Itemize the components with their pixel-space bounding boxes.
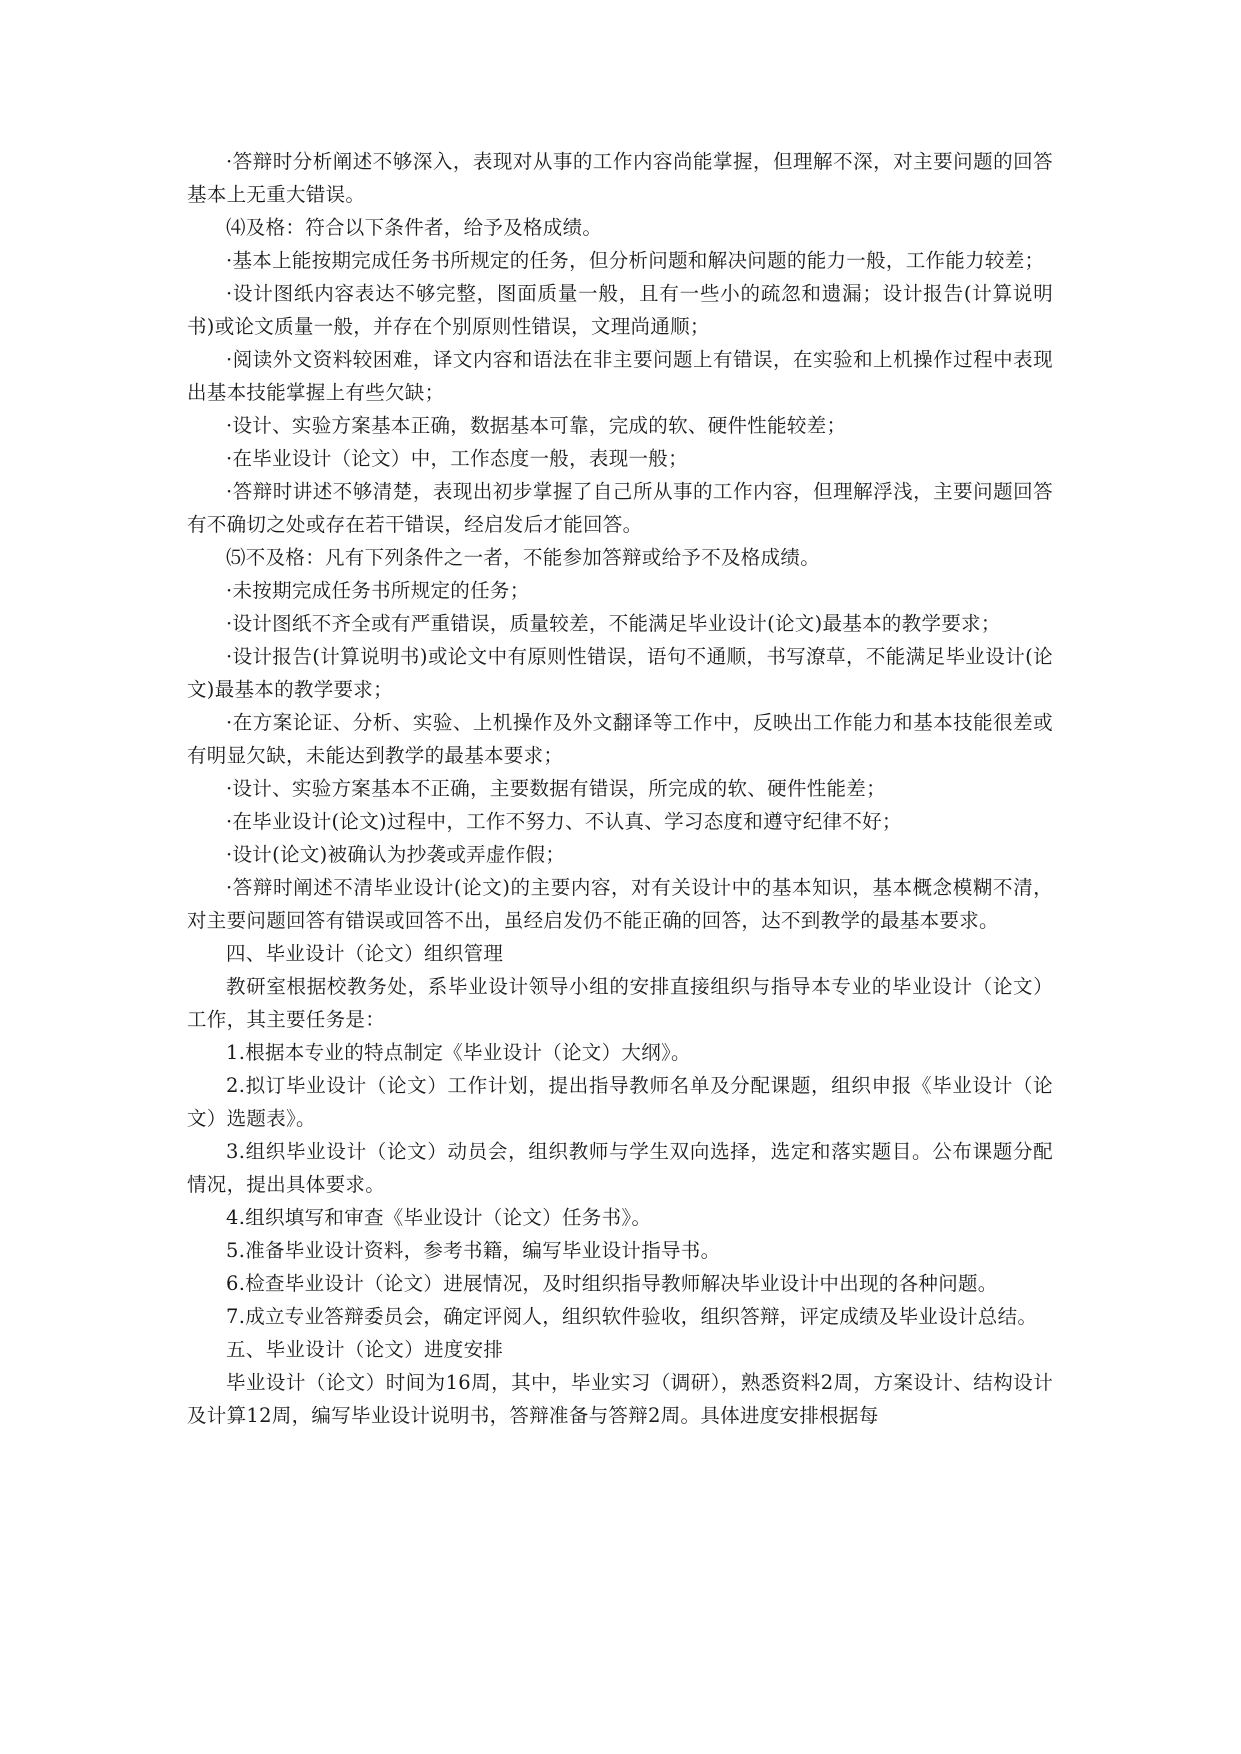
paragraph-fail-grade-heading: ⑸不及格：凡有下列条件之一者，不能参加答辩或给予不及格成绩。 (226, 546, 821, 569)
paragraph-pass-attitude: ·在毕业设计（论文）中，工作态度一般，表现一般； (226, 447, 688, 470)
list-item-task-6: 6.检查毕业设计（论文）进展情况，及时组织指导教师解决毕业设计中出现的各种问题。 (226, 1272, 998, 1295)
paragraph-pass-grade-heading: ⑷及格：符合以下条件者，给予及格成绩。 (226, 216, 603, 239)
section-heading-organization: 四、毕业设计（论文）组织管理 (226, 942, 504, 965)
paragraph-pass-task-completion: ·基本上能按期完成任务书所规定的任务，但分析问题和解决问题的能力一般，工作能力较差； (226, 249, 1045, 272)
paragraph-fail-plagiarism: ·设计(论文)被确认为抄袭或弄虚作假； (226, 843, 566, 866)
paragraph-fail-attitude: ·在毕业设计(论文)过程中，工作不努力、不认真、学习态度和遵守纪律不好； (226, 810, 902, 833)
list-item-task-5: 5.准备毕业设计资料，参考书籍，编写毕业设计指导书。 (226, 1239, 721, 1262)
paragraph-fail-experiment-plan: ·设计、实验方案基本不正确，主要数据有错误，所完成的软、硬件性能差； (226, 777, 886, 800)
paragraph-defense-analysis: ·答辩时分析阐述不够深入，表现对从事的工作内容尚能掌握，但理解不深，对主要问题的回答基本上无重大错误。 (187, 150, 1053, 206)
paragraph-schedule: 毕业设计（论文）时间为16周，其中，毕业实习（调研），熟悉资料2周，方案设计、结构设计及计算12周，编写毕业设计说明书，答辩准备与答辩2周。具体进度安排根据每 (187, 1371, 1053, 1427)
paragraph-pass-foreign-reading: ·阅读外文资料较困难，译文内容和语法在非主要问题上有错误，在实验和上机操作过程中表现出基本技能掌握上有些欠缺； (187, 348, 1053, 404)
paragraph-fail-report: ·设计报告(计算说明书)或论文中有原则性错误，语句不通顺，书写潦草，不能满足毕业设计(论文)最基本的教学要求； (187, 645, 1053, 701)
paragraph-pass-drawings: ·设计图纸内容表达不够完整，图面质量一般，且有一些小的疏忽和遗漏；设计报告(计算说明书)或论文质量一般，并存在个别原则性错误，文理尚通顺； (187, 282, 1053, 338)
list-item-task-2: 2.拟订毕业设计（论文）工作计划，提出指导教师名单及分配课题，组织申报《毕业设计（论文）选题表》。 (187, 1074, 1053, 1130)
paragraph-fail-drawings: ·设计图纸不齐全或有严重错误，质量较差，不能满足毕业设计(论文)最基本的教学要求； (226, 612, 1001, 635)
paragraph-fail-defense: ·答辩时阐述不清毕业设计(论文)的主要内容，对有关设计中的基本知识，基本概念模糊不清，对主要问题回答有错误或回答不出，虽经启发仍不能正确的回答，达不到教学的最基本要求。 (187, 876, 1053, 932)
paragraph-fail-task-incomplete: ·未按期完成任务书所规定的任务； (226, 579, 530, 602)
list-item-task-1: 1.根据本专业的特点制定《毕业设计（论文）大纲》。 (226, 1041, 691, 1064)
paragraph-fail-ability: ·在方案论证、分析、实验、上机操作及外文翻译等工作中，反映出工作能力和基本技能很差或有明显欠缺，未能达到教学的最基本要求； (187, 711, 1053, 767)
list-item-task-7: 7.成立专业答辩委员会，确定评阅人，组织软件验收，组织答辩，评定成绩及毕业设计总结。 (226, 1305, 1038, 1328)
paragraph-pass-experiment-plan: ·设计、实验方案基本正确，数据基本可靠，完成的软、硬件性能较差； (226, 414, 847, 437)
list-item-task-3: 3.组织毕业设计（论文）动员会，组织教师与学生双向选择，选定和落实题目。公布课题分配情况，提出具体要求。 (187, 1140, 1053, 1196)
paragraph-organization-intro: 教研室根据校教务处，系毕业设计领导小组的安排直接组织与指导本专业的毕业设计（论文）工作，其主要任务是： (187, 975, 1053, 1031)
document-body (187, 145, 1053, 1432)
section-heading-schedule: 五、毕业设计（论文）进度安排 (226, 1338, 504, 1361)
list-item-task-4: 4.组织填写和审查《毕业设计（论文）任务书》。 (226, 1206, 652, 1229)
paragraph-pass-defense: ·答辩时讲述不够清楚，表现出初步掌握了自己所从事的工作内容，但理解浮浅，主要问题回答有不确切之处或存在若干错误，经启发后才能回答。 (187, 480, 1053, 536)
